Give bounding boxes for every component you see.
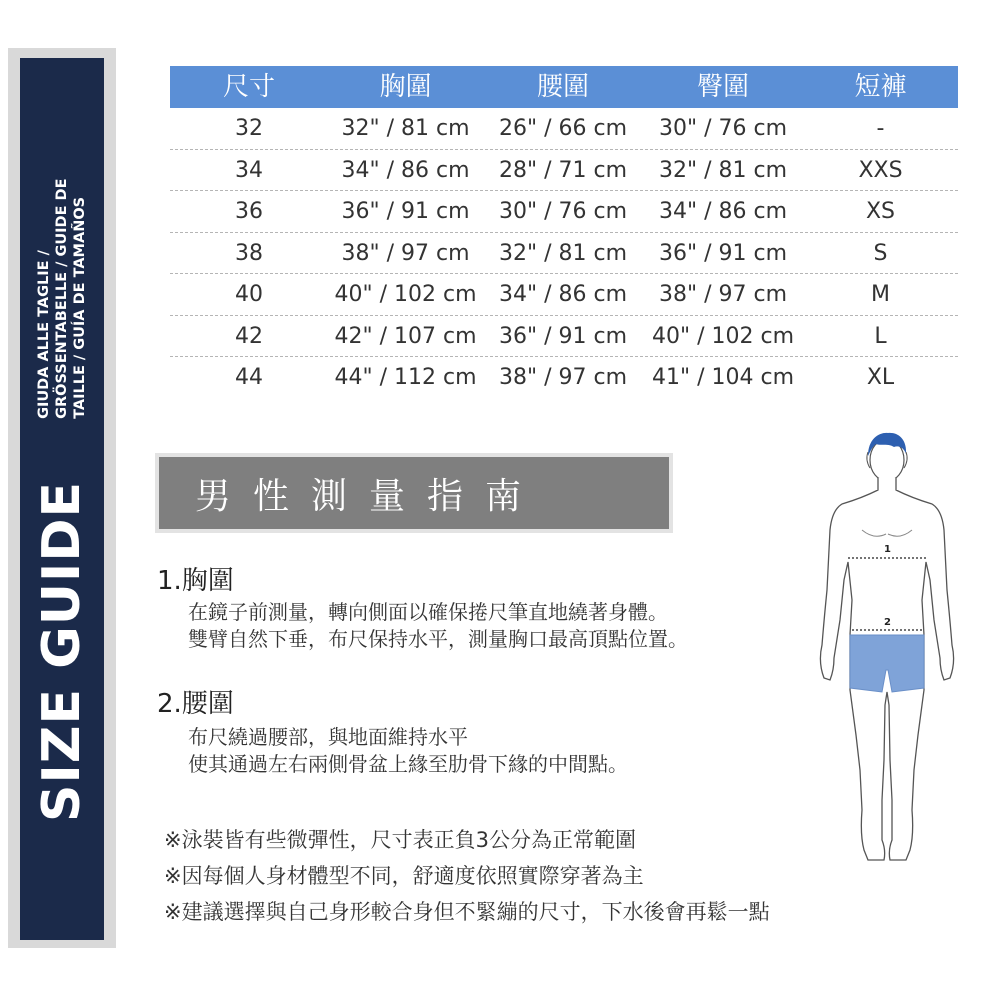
table-cell: 40 <box>235 282 263 307</box>
banner-subtitle-line: GIUDA ALLE TAGLIE / <box>36 250 52 419</box>
marker-1: 1 <box>884 544 891 555</box>
table-cell: 44" / 112 cm <box>334 365 477 390</box>
marker-2: 2 <box>884 617 891 628</box>
section-chest-heading: 1.胸圍 <box>157 566 234 596</box>
header-shorts: 短褲 <box>854 72 907 102</box>
table-cell: 34" / 86 cm <box>498 282 628 307</box>
table-cell: 32" / 81 cm <box>658 157 788 183</box>
section-chest-text <box>188 599 688 653</box>
note-item: ※因每個人身材體型不同，舒適度依照實際穿著為主 <box>164 864 644 888</box>
section-waist-text <box>188 724 628 778</box>
size-table <box>170 66 958 399</box>
table-row <box>170 357 958 399</box>
table-cell: 34 <box>235 157 263 183</box>
table-cell: 36" / 91 cm <box>341 199 470 224</box>
table-cell: 32" / 81 cm <box>341 116 470 141</box>
table-cell: 30" / 76 cm <box>658 116 788 141</box>
guide-title: 男性測量指南 <box>195 475 544 517</box>
table-cell: 42 <box>235 323 263 349</box>
table-cell: 41" / 104 cm <box>651 365 795 390</box>
body-figure-illustration <box>812 430 962 880</box>
table-cell: 34" / 86 cm <box>658 199 788 224</box>
table-cell: 26" / 66 cm <box>498 116 628 141</box>
table-cell: 44 <box>235 365 263 390</box>
table-cell: XXS <box>858 157 903 183</box>
table-header <box>170 66 958 108</box>
table-cell: 38" / 97 cm <box>658 282 788 307</box>
text-line: 布尺繞過腰部，與地面維持水平 <box>188 725 468 749</box>
table-row <box>170 150 958 192</box>
table-row <box>170 233 958 275</box>
text-line: 雙臂自然下垂，布尺保持水平，測量胸口最高頂點位置。 <box>188 627 688 651</box>
table-cell: 30" / 76 cm <box>498 199 628 224</box>
table-cell: 36" / 91 cm <box>658 240 788 266</box>
text-line: 使其通過左右兩側骨盆上緣至肋骨下緣的中間點。 <box>188 752 628 776</box>
text-line: 在鏡子前測量，轉向側面以確保捲尺筆直地繞著身體。 <box>188 600 668 624</box>
banner-title: SIZE GUIDE <box>32 480 92 822</box>
table-cell: 38" / 97 cm <box>498 365 628 390</box>
table-cell: - <box>876 116 885 141</box>
table-cell: M <box>871 282 890 307</box>
table-cell: 38" / 97 cm <box>341 240 470 266</box>
table-cell: 28" / 71 cm <box>498 157 628 183</box>
banner-subtitle <box>35 179 89 419</box>
table-cell: 32" / 81 cm <box>498 240 628 266</box>
table-cell: 40" / 102 cm <box>651 323 795 349</box>
header-chest: 胸圍 <box>379 72 432 102</box>
table-body <box>170 108 958 399</box>
table-cell: 36 <box>235 199 263 224</box>
table-cell: 36" / 91 cm <box>498 323 628 349</box>
table-row <box>170 191 958 233</box>
table-row <box>170 316 958 358</box>
size-guide-banner <box>20 58 104 940</box>
table-row <box>170 108 958 150</box>
table-cell: 42" / 107 cm <box>334 323 477 349</box>
table-cell: XL <box>866 365 895 390</box>
header-hip: 臀圍 <box>696 72 749 102</box>
banner-subtitle-line: GRÖSSENTABELLE / GUIDE DE <box>54 178 70 419</box>
table-row <box>170 274 958 316</box>
note-item: ※泳裝皆有些微彈性，尺寸表正負3公分為正常範圍 <box>164 828 636 852</box>
table-cell: 34" / 86 cm <box>341 157 470 183</box>
table-cell: 38 <box>235 240 263 266</box>
table-cell: S <box>873 240 888 266</box>
section-waist-heading: 2.腰圍 <box>157 689 234 719</box>
guide-title-box <box>155 453 673 533</box>
table-cell: 32 <box>235 116 263 141</box>
table-cell: XS <box>865 199 896 224</box>
banner-subtitle-line: TAILLE / GUÍA DE TAMAÑOS <box>72 196 88 419</box>
table-cell: 40" / 102 cm <box>334 282 477 307</box>
header-size: 尺寸 <box>222 72 275 102</box>
header-waist: 腰圍 <box>536 72 589 102</box>
note-item: ※建議選擇與自己身形較合身但不緊繃的尺寸，下水後會再鬆一點 <box>164 900 770 924</box>
notes <box>164 822 770 930</box>
table-cell: L <box>874 323 887 349</box>
